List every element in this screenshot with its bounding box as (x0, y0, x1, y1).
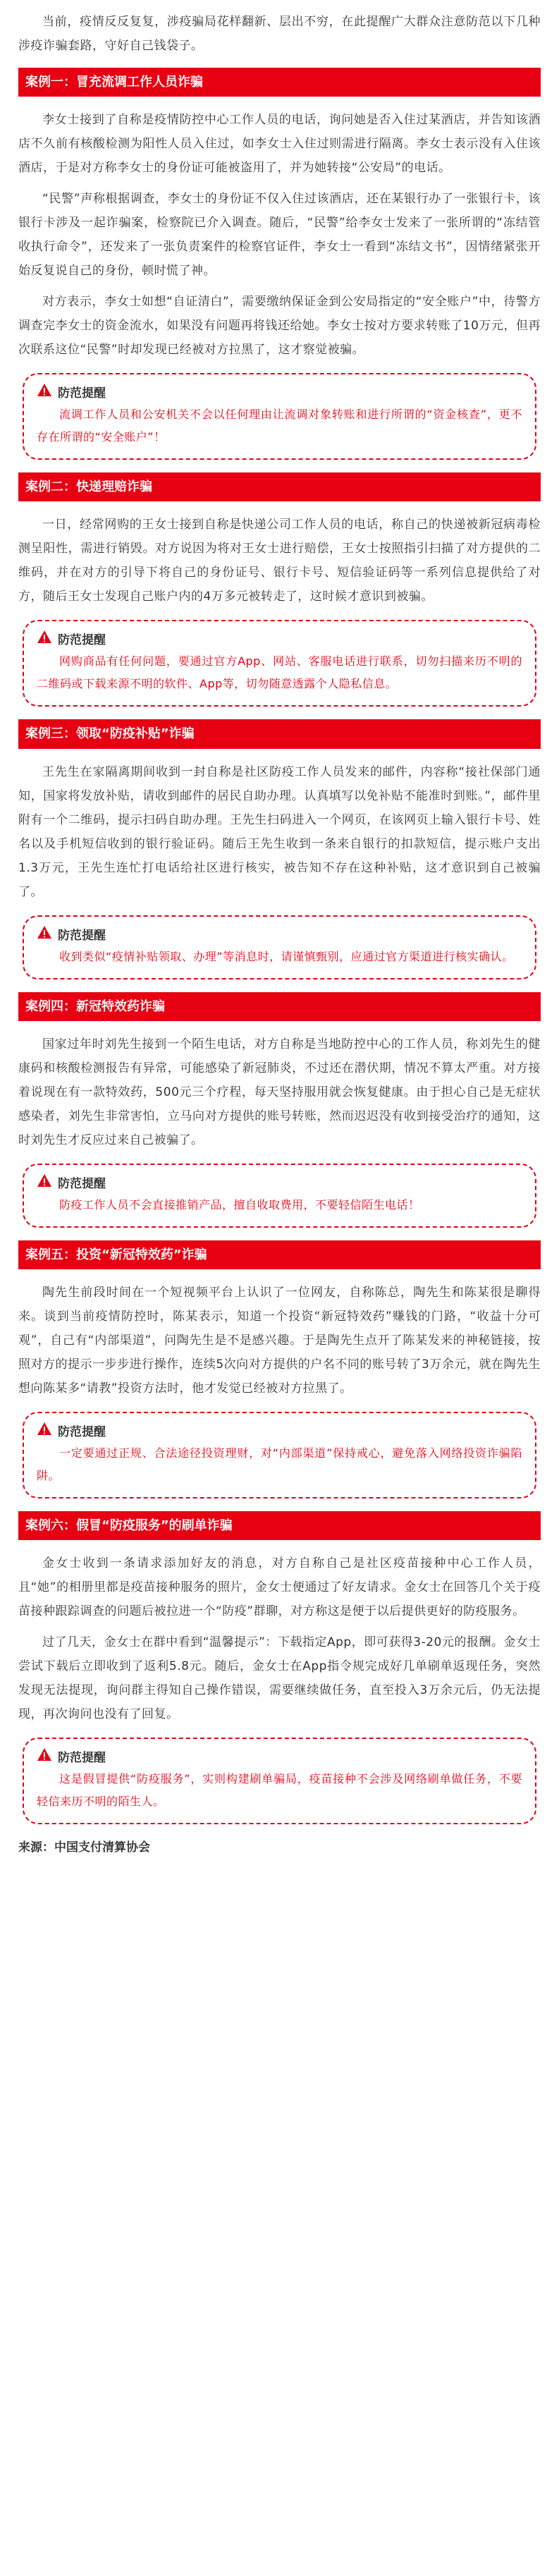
tip-heading (37, 925, 522, 943)
tip-heading (37, 1173, 522, 1191)
prevention-tip-box (23, 1412, 536, 1498)
tip-title-label: 防范提醒 (58, 1424, 106, 1439)
case-header: 案例一：冒充流调工作人员诈骗 (18, 68, 541, 97)
case-header: 案例三：领取“防疫补贴”诈骗 (18, 719, 541, 748)
case-paragraph: 李女士接到了自称是疫情防控中心工作人员的电话，询问她是否入住过某酒店，并告知该酒店不久前有核酸检测为阳性人员入住过，如李女士入住过则需进行隔离。李女士表示没有入住该酒店，于是对方称李女士的身份证可能被盗用了，并为她转接“公安局”的电话。 (18, 113, 541, 176)
warning-triangle-icon (37, 1747, 58, 1765)
prevention-tip-box (23, 373, 536, 460)
tip-heading (37, 630, 522, 647)
prevention-tip-box (23, 915, 536, 979)
case-section (18, 719, 541, 979)
warning-triangle-icon (37, 1422, 58, 1439)
case-section (18, 68, 541, 460)
case-paragraph: 一日，经常网购的王女士接到自称是快递公司工作人员的电话，称自己的快递被新冠病毒检测呈阳性，需进行销毁。对方说因为将对王女士进行赔偿，王女士按照指引扫描了对方提供的二维码，并在对方的引导下将自己的身份证号、银行卡号、短信验证码等一系列信息提供给了对方，随后王女士发现自己账户内的4万多元被转走了，这时候才意识到被骗。 (18, 518, 541, 604)
case-paragraph: 对方表示，李女士如想“自证清白”，需要缴纳保证金到公安局指定的“安全账户”中，待警方调查完李女士的资金流水，如果没有问题再将钱还给她。李女士按对方要求转账了10万元，但再次联系这位“民警”时却发现已经被对方拉黑了，这才察觉被骗。 (18, 295, 541, 358)
tip-text: 收到类似“疫情补贴领取、办理”等消息时，请谨慎甄别，应通过官方渠道进行核实确认。 (59, 949, 514, 963)
tip-heading (37, 1747, 522, 1765)
case-section (18, 1240, 541, 1498)
case-section (18, 992, 541, 1228)
case-paragraph: “民警”声称根据调查，李女士的身份证不仅入住过该酒店，还在某银行办了一张银行卡，该银行卡涉及一起诈骗案，检察院已介入调查。随后，“民警”给李女士发来了一张所谓的“冻结管收执行命令”，还发来了一张负责案件的检察官证件，李女士一看到“冻结文书”，因情绪紧张开始反复说自己的身份，顿时慌了神。 (18, 192, 541, 279)
case-header: 案例四：新冠特效药诈骗 (18, 992, 541, 1021)
warning-triangle-icon (37, 383, 58, 401)
tip-text: 网购商品有任何问题，要通过官方App、网站、客服电话进行联系，切勿扫描来历不明的二维码或下载来源不明的软件、App等，切勿随意透露个人隐私信息。 (37, 654, 522, 691)
case-paragraph: 过了几天，金女士在群中看到“温馨提示”：下载指定App，即可获得3-20元的报酬。金女士尝试下载后立即收到了返利5.8元。随后，金女士在App指令规完成好几单刷单返现任务，突然发现无法提现，询问群主得知自己操作错误，需要继续做任务，直至投入3万余元后，仍无法提现，再次询问也没有了回复。 (18, 1635, 541, 1722)
tip-text: 流调工作人员和公安机关不会以任何理由让流调对象转账和进行所谓的“资金核查”，更不存在所谓的“安全账户”！ (37, 408, 522, 444)
prevention-tip-box (23, 620, 536, 707)
prevention-tip-box (23, 1738, 536, 1824)
case-header: 案例六：假冒“防疫服务”的刷单诈骗 (18, 1511, 541, 1540)
tip-title-label: 防范提醒 (58, 1751, 106, 1766)
tip-heading (37, 1422, 522, 1439)
prevention-tip-box (23, 1164, 536, 1228)
case-paragraph: 金女士收到一条请求添加好友的消息，对方自称自己是社区疫苗接种中心工作人员，且“她”的相册里都是疫苗接种服务的照片，金女士便通过了好友请求。金女士在回答几个关于疫苗接种跟踪调查的问题后被拉进一个“防疫”群聊，对方称这是便于以后提供更好的防疫服务。 (18, 1556, 541, 1619)
tip-text: 一定要通过正规、合法途径投资理财，对“内部渠道”保持戒心，避免落入网络投资诈骗陷阱。 (37, 1446, 522, 1482)
tip-text: 这是假冒提供“防疫服务”，实则构建刷单骗局，疫苗接种不会涉及网络刷单做任务，不要轻信来历不明的陌生人。 (37, 1772, 522, 1809)
case-header: 案例五：投资“新冠特效药”诈骗 (18, 1240, 541, 1269)
case-paragraph: 陶先生前段时间在一个短视频平台上认识了一位网友，自称陈总，陶先生和陈某很是聊得来。谈到当前疫情防控时，陈某表示，知道一个投资“新冠特效药”赚钱的门路，“收益十分可观”，自己有“内部渠道”，问陶先生是不是感兴趣。于是陶先生点开了陈某发来的神秘链接，按照对方的提示一步步进行操作，连续5次向对方提供的户名不同的账号转了3万余元，就在陶先生想向陈某多“请教”投资方法时，他才发觉已经被对方拉黑了。 (18, 1285, 541, 1396)
tip-title-label: 防范提醒 (58, 386, 106, 401)
case-section (18, 1511, 541, 1824)
tip-text: 防疫工作人员不会直接推销产品，擅自收取费用，不要轻信陌生电话！ (59, 1197, 420, 1211)
intro-paragraph: 当前，疫情反反复复，涉疫骗局花样翻新、层出不穷，在此提醒广大群众注意防范以下几种涉疫诈骗套路，守好自己钱袋子。 (18, 15, 541, 53)
tip-heading (37, 383, 522, 401)
case-paragraph: 王先生在家隔离期间收到一封自称是社区防疫工作人员发来的邮件，内容称“接社保部门通知，国家将发放补贴，请收到邮件的居民自助办理。认真填写以免补贴不能准时到账。”，邮件里附有一个二维码，提示扫码自助办理。王先生扫码进入一个网页，在该网页上输入银行卡号、姓名以及手机短信收到的银行验证码。随后王先生收到一条来自银行的扣款短信，提示账户支出1.3万元，王先生连忙打电话给社区进行核实，被告知不存在这种补贴，这才意识到自己被骗了。 (18, 764, 541, 899)
warning-triangle-icon (37, 1173, 58, 1191)
warning-triangle-icon (37, 925, 58, 943)
case-sections (18, 68, 541, 1824)
tip-title-label: 防范提醒 (58, 928, 106, 943)
warning-triangle-icon (37, 630, 58, 647)
tip-title-label: 防范提醒 (58, 633, 106, 648)
case-section (18, 472, 541, 707)
source-footer: 来源：中国支付清算协会 (18, 1841, 150, 1855)
case-paragraph: 国家过年时刘先生接到一个陌生电话，对方自称是当地防控中心的工作人员，称刘先生的健康码和核酸检测报告有异常，可能感染了新冠肺炎，不过还在潜伏期，情况不算太严重。对方接着说现在有一款特效药，500元三个疗程，每天坚持服用就会恢复健康。由于担心自己是无症状感染者，刘先生非常害怕，立马向对方提供的账号转账，然而迟迟没有收到接受治疗的通知，这时刘先生才反应过来自己被骗了。 (18, 1037, 541, 1147)
tip-title-label: 防范提醒 (58, 1176, 106, 1191)
case-header: 案例二：快递理赔诈骗 (18, 472, 541, 501)
